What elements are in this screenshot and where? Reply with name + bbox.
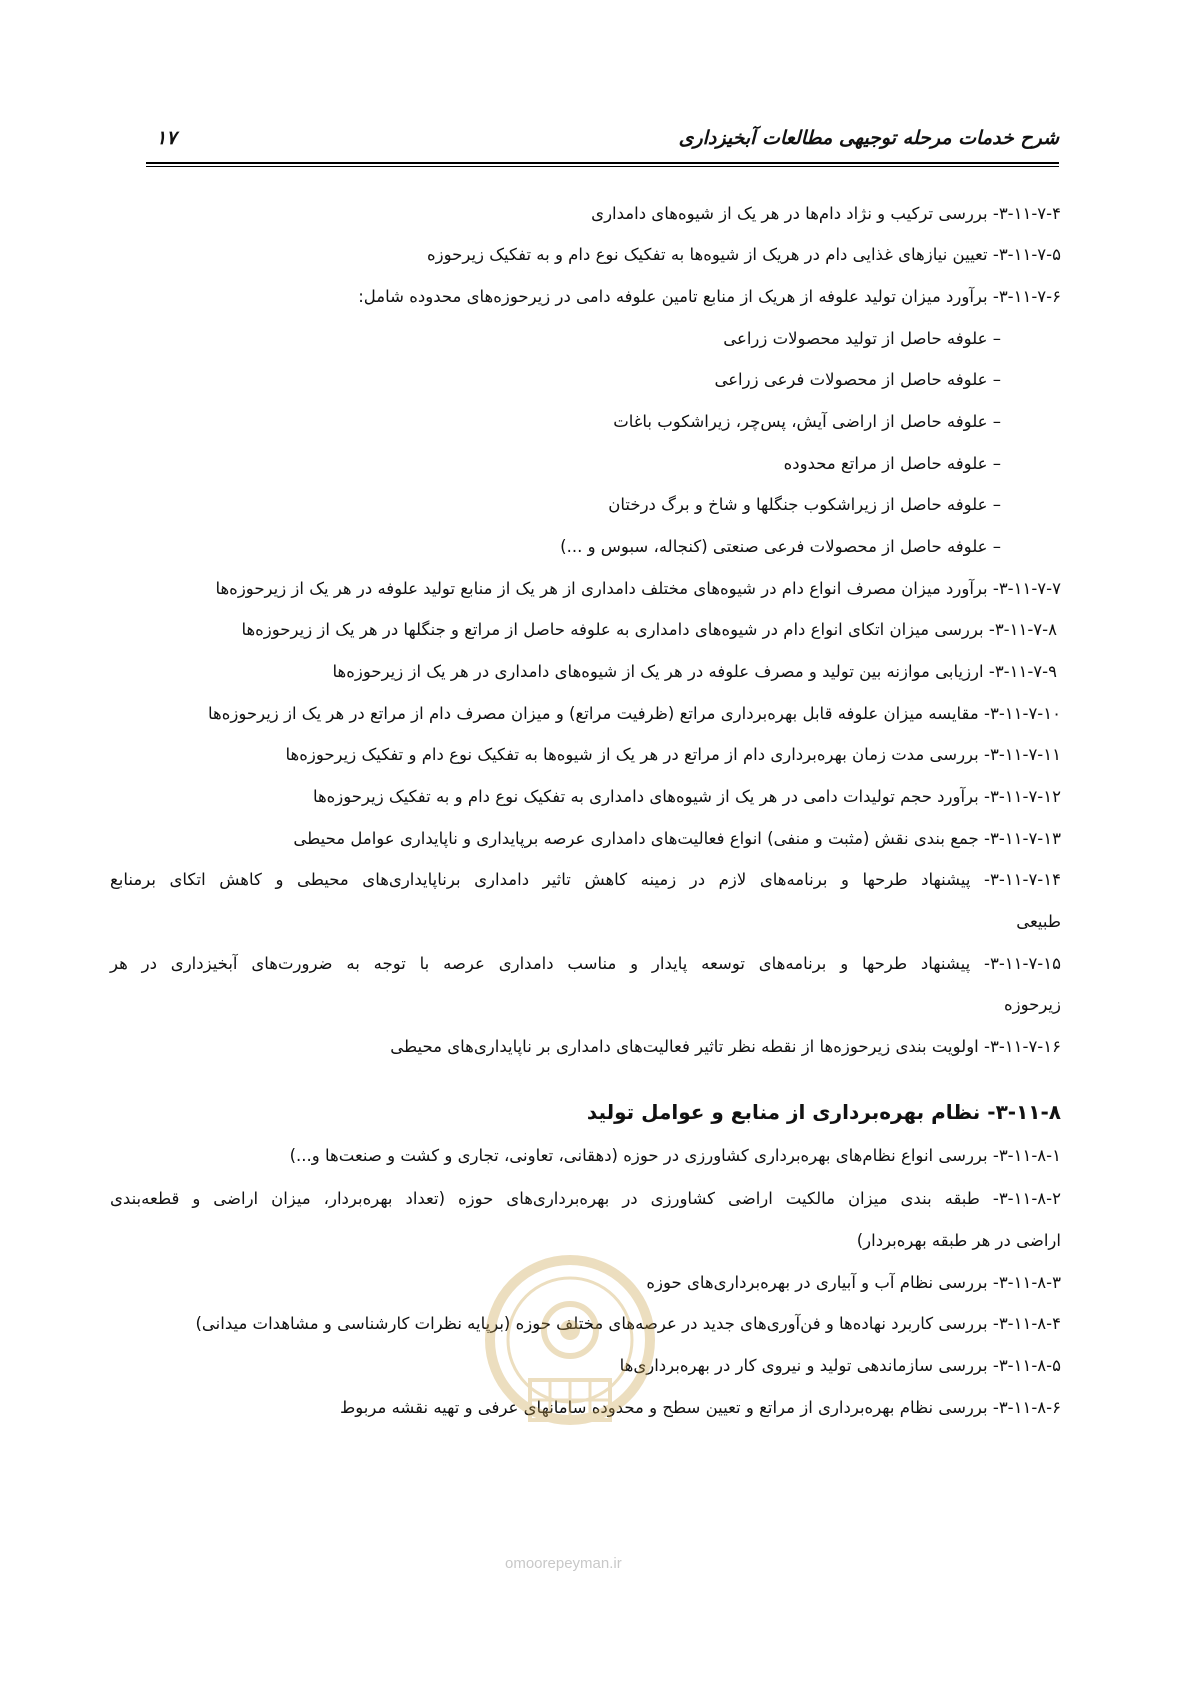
paragraph-line: ۳-۱۱-۷-۱۲- برآورد حجم تولیدات دامی در هر یک از شیوه‌های دامداری به تفکیک نوع دام و به تفکیک زیرحوزه‌ها: [312, 787, 1061, 806]
paragraph-line: ۳-۱۱-۸-۳- بررسی نظام آب و آبیاری در بهره‌برداری‌های حوزه: [646, 1273, 1061, 1292]
bullet-item: – علوفه حاصل از تولید محصولات زراعی: [723, 329, 1001, 348]
paragraph-line: طبیعی: [1016, 912, 1061, 931]
section-heading: ۳-۱۱-۸- نظام بهره‌برداری از منابع و عوامل تولید: [586, 1100, 1061, 1124]
paragraph-line: زیرحوزه: [1003, 995, 1061, 1014]
paragraph-line: ۳-۱۱-۷-۱۴- پیشنهاد طرحها و برنامه‌های لازم در زمینه کاهش تاثیر دامداری برناپایداری‌های محیطی و کاهش اتکای برمنابع: [110, 870, 1061, 889]
paragraph-line: ۳-۱۱-۸-۴- بررسی کاربرد نهاده‌ها و فن‌آوری‌های جدید در عرصه‌های مختلف حوزه (برپایه نظرات کارشناسی و مشاهدات میدانی): [195, 1314, 1061, 1333]
paragraph-line: ۳-۱۱-۷-۱۱- بررسی مدت زمان بهره‌برداری دام از مراتع در هر یک از شیوه‌ها به تفکیک نوع دام و تفکیک زیرحوزه‌ها: [285, 745, 1061, 764]
watermark-url: omoorepeyman.ir: [505, 1555, 622, 1572]
paragraph-line: ۳-۱۱-۸-۶- بررسی نظام بهره‌برداری از مراتع و تعیین سطح و محدوده سامانهای عرفی و تهیه نقشه مربوط: [340, 1398, 1061, 1417]
bullet-item: – علوفه حاصل از محصولات فرعی زراعی: [714, 370, 1001, 389]
bullet-item: – علوفه حاصل از مراتع محدوده: [783, 454, 1001, 473]
page-number: ۱۷: [156, 127, 177, 149]
page-header: [146, 127, 1059, 167]
header-rule: [146, 162, 1059, 167]
paragraph-line: ۳-۱۱-۸-۲- طبقه بندی میزان مالکیت اراضی کشاورزی در بهره‌برداری‌های حوزه (تعداد بهره‌بردار، میزان اراضی و قطعه‌بندی: [110, 1189, 1061, 1208]
paragraph-line: ۳-۱۱-۷-۱۳- جمع بندی نقش (مثبت و منفی) انواع فعالیت‌های دامداری عرصه برپایداری و ناپایداری عوامل محیطی: [293, 829, 1061, 848]
paragraph-line: ۳-۱۱-۷-۵- تعیین نیازهای غذایی دام در هریک از شیوه‌ها به تفکیک نوع دام و به تفکیک زیرحوزه: [427, 245, 1061, 264]
watermark-seal-icon: [470, 1240, 670, 1480]
bullet-item: – علوفه حاصل از اراضی آیش، پس‌چر، زیراشکوب باغات: [613, 412, 1001, 431]
paragraph-line: ۳-۱۱-۷-۱۵- پیشنهاد طرحها و برنامه‌های توسعه پایدار و مناسب دامداری عرصه با توجه به ضرورت‌های آبخیزداری در هر: [110, 954, 1061, 973]
paragraph-line: ۳-۱۱-۷-۱۰- مقایسه میزان علوفه قابل بهره‌برداری مراتع (ظرفیت مراتع) و میزان مصرف دام از مراتع در هر یک از زیرحوزه‌ها: [208, 704, 1061, 723]
paragraph-line: ۳-۱۱-۷-۶- برآورد میزان تولید علوفه از هریک از منابع تامین علوفه دامی در زیرحوزه‌های محدوده شامل:: [358, 287, 1061, 306]
paragraph-line: ۳-۱۱-۸-۱- بررسی انواع نظام‌های بهره‌برداری کشاورزی در حوزه (دهقانی، تعاونی، تجاری و کشت و صنعت‌ها و...): [289, 1146, 1061, 1165]
paragraph-line: اراضی در هر طبقه بهره‌بردار): [856, 1231, 1061, 1250]
paragraph-line: ۳-۱۱-۷-۷- برآورد میزان مصرف انواع دام در شیوه‌های مختلف دامداری از هر یک از منابع تولید علوفه در هر یک از زیرحوزه‌ها: [215, 579, 1061, 598]
paragraph-line: ۳-۱۱-۷-۹- ارزیابی موازنه بین تولید و مصرف علوفه در هر یک از شیوه‌های دامداری در هر یک از زیرحوزه‌ها: [332, 662, 1057, 681]
header-title: شرح خدمات مرحله توجیهی مطالعات آبخیزداری: [678, 127, 1059, 149]
paragraph-line: ۳-۱۱-۸-۵- بررسی سازماندهی تولید و نیروی کار در بهره‌برداری‌ها: [619, 1356, 1061, 1375]
paragraph-line: ۳-۱۱-۷-۸- بررسی میزان اتکای انواع دام در شیوه‌های دامداری به علوفه حاصل از مراتع و جنگلها در هر یک از زیرحوزه‌ها: [241, 620, 1057, 639]
paragraph-line: ۳-۱۱-۷-۴- بررسی ترکیب و نژاد دام‌ها در هر یک از شیوه‌های دامداری: [591, 204, 1061, 223]
bullet-item: – علوفه حاصل از زیراشکوب جنگلها و شاخ و برگ درختان: [608, 495, 1001, 514]
bullet-item: – علوفه حاصل از محصولات فرعی صنعتی (کنجاله، سبوس و ...): [560, 537, 1001, 556]
paragraph-line: ۳-۱۱-۷-۱۶- اولویت بندی زیرحوزه‌ها از نقطه نظر تاثیر فعالیت‌های دامداری بر ناپایداری‌های محیطی: [390, 1037, 1061, 1056]
